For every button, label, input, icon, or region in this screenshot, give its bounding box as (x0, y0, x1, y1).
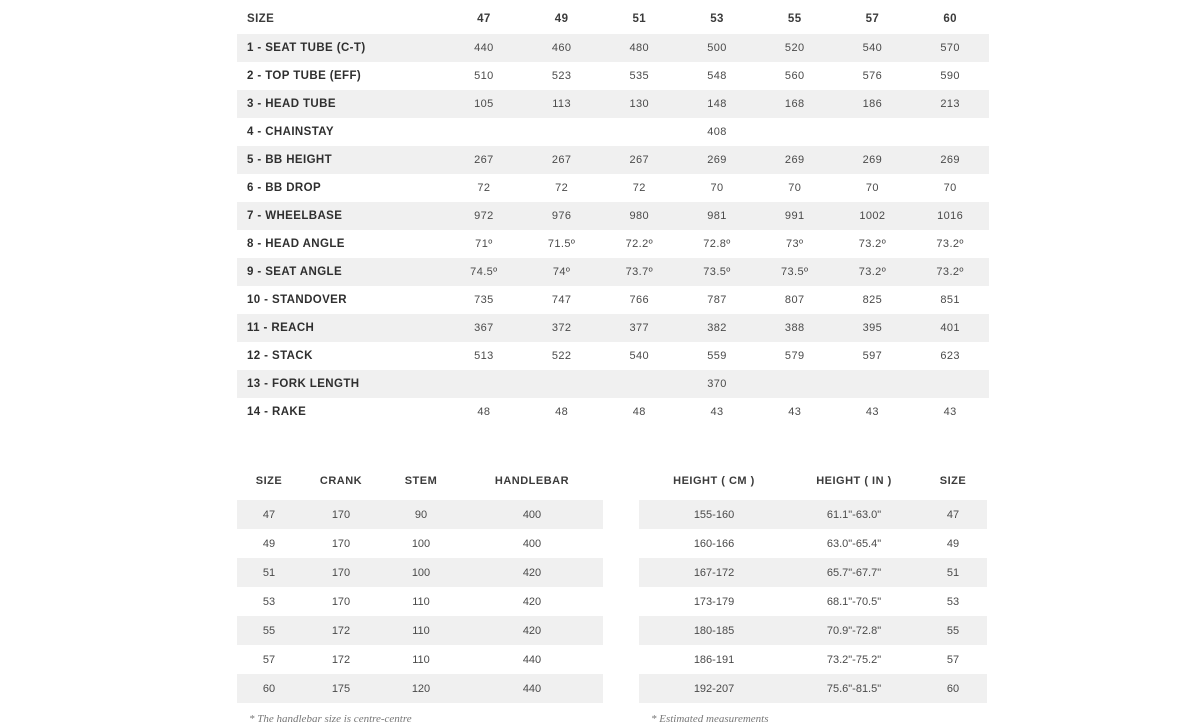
cell-value (445, 118, 523, 146)
row-label: 11 - REACH (237, 314, 445, 342)
table-row (237, 314, 989, 342)
cell-value: 267 (523, 146, 601, 174)
cell-value: 74º (523, 258, 601, 286)
cell-value: 68.1"-70.5" (789, 587, 919, 616)
table-row (639, 558, 987, 587)
cell-value: 49 (919, 529, 987, 558)
size-table (639, 462, 987, 703)
cell-value: 43 (911, 398, 989, 426)
cell-value: 72 (445, 174, 523, 202)
row-label: 6 - BB DROP (237, 174, 445, 202)
table-row (237, 90, 989, 118)
size-header-size: SIZE (939, 475, 967, 487)
fit-table-footnote: * The handlebar size is centre-centre (249, 713, 412, 725)
geo-header-51: 51 (632, 13, 647, 25)
cell-value: 269 (834, 146, 912, 174)
row-label: 12 - STACK (237, 342, 445, 370)
cell-value: 172 (301, 645, 381, 674)
table-row (237, 118, 989, 146)
cell-value (911, 370, 989, 398)
cell-value (834, 370, 912, 398)
cell-value (523, 370, 601, 398)
cell-value: 90 (381, 500, 461, 529)
table-row (237, 398, 989, 426)
cell-value: 382 (678, 314, 756, 342)
geometry-table-body (237, 34, 989, 426)
cell-value: 73.5º (678, 258, 756, 286)
cell-value: 523 (523, 62, 601, 90)
cell-value: 60 (919, 674, 987, 703)
cell-value: 72 (600, 174, 678, 202)
row-label: 5 - BB HEIGHT (237, 146, 445, 174)
cell-value (756, 370, 834, 398)
cell-value: 73.7º (600, 258, 678, 286)
cell-value: 597 (834, 342, 912, 370)
cell-value: 70 (678, 174, 756, 202)
cell-value: 170 (301, 500, 381, 529)
cell-value: 735 (445, 286, 523, 314)
size-table-container (639, 462, 987, 725)
cell-value: 72.2º (600, 230, 678, 258)
cell-value: 148 (678, 90, 756, 118)
fit-header-handlebar: HANDLEBAR (494, 475, 570, 487)
geo-header-55: 55 (787, 13, 802, 25)
row-label: 7 - WHEELBASE (237, 202, 445, 230)
cell-value (445, 370, 523, 398)
geo-header-47: 47 (477, 13, 491, 25)
cell-value: 100 (381, 558, 461, 587)
cell-value: 377 (600, 314, 678, 342)
table-row (237, 645, 603, 674)
size-table-head (639, 462, 987, 500)
cell-value: 48 (600, 398, 678, 426)
cell-value: 63.0"-65.4" (789, 529, 919, 558)
cell-value: 48 (445, 398, 523, 426)
cell-value: 105 (445, 90, 523, 118)
cell-value: 576 (834, 62, 912, 90)
cell-value: 420 (461, 616, 603, 645)
cell-value: 72.8º (678, 230, 756, 258)
row-label: 1 - SEAT TUBE (C-T) (237, 34, 445, 62)
cell-value: 540 (834, 34, 912, 62)
table-row (237, 258, 989, 286)
cell-value: 408 (678, 118, 756, 146)
cell-value: 57 (237, 645, 301, 674)
cell-value (756, 118, 834, 146)
row-label: 14 - RAKE (237, 398, 445, 426)
cell-value: 55 (237, 616, 301, 645)
cell-value: 787 (678, 286, 756, 314)
cell-value: 130 (600, 90, 678, 118)
table-row (237, 342, 989, 370)
table-row (237, 616, 603, 645)
fit-header-stem: STEM (404, 475, 438, 487)
cell-value: 623 (911, 342, 989, 370)
cell-value: 579 (756, 342, 834, 370)
cell-value: 110 (381, 616, 461, 645)
table-row (237, 370, 989, 398)
cell-value: 401 (911, 314, 989, 342)
table-row (237, 34, 989, 62)
table-row (639, 500, 987, 529)
geometry-table-container (237, 4, 989, 426)
cell-value: 72 (523, 174, 601, 202)
cell-value (834, 118, 912, 146)
size-table-body (639, 500, 987, 703)
cell-value: 100 (381, 529, 461, 558)
cell-value: 766 (600, 286, 678, 314)
row-label: 10 - STANDOVER (237, 286, 445, 314)
cell-value: 267 (600, 146, 678, 174)
cell-value: 155-160 (639, 500, 789, 529)
cell-value: 981 (678, 202, 756, 230)
cell-value: 460 (523, 34, 601, 62)
cell-value: 400 (461, 500, 603, 529)
cell-value: 269 (911, 146, 989, 174)
table-header-row (237, 4, 989, 34)
cell-value: 73.2"-75.2" (789, 645, 919, 674)
cell-value: 480 (600, 34, 678, 62)
table-row (237, 174, 989, 202)
table-row (237, 558, 603, 587)
cell-value: 535 (600, 62, 678, 90)
cell-value: 560 (756, 62, 834, 90)
cell-value: 73.2º (834, 258, 912, 286)
cell-value: 991 (756, 202, 834, 230)
cell-value: 65.7"-67.7" (789, 558, 919, 587)
cell-value: 170 (301, 529, 381, 558)
cell-value: 540 (600, 342, 678, 370)
cell-value: 1002 (834, 202, 912, 230)
cell-value: 976 (523, 202, 601, 230)
cell-value: 55 (919, 616, 987, 645)
geometry-table (237, 4, 989, 426)
cell-value: 400 (461, 529, 603, 558)
cell-value: 180-185 (639, 616, 789, 645)
cell-value: 590 (911, 62, 989, 90)
cell-value: 513 (445, 342, 523, 370)
cell-value: 110 (381, 587, 461, 616)
cell-value: 73.2º (911, 230, 989, 258)
cell-value: 113 (523, 90, 601, 118)
cell-value: 167-172 (639, 558, 789, 587)
cell-value: 807 (756, 286, 834, 314)
fit-header-size: SIZE (255, 475, 283, 487)
cell-value: 500 (678, 34, 756, 62)
table-row (237, 286, 989, 314)
cell-value: 420 (461, 558, 603, 587)
geo-header-57: 57 (865, 13, 880, 25)
cell-value: 851 (911, 286, 989, 314)
cell-value: 172 (301, 616, 381, 645)
cell-value: 160-166 (639, 529, 789, 558)
cell-value: 73.5º (756, 258, 834, 286)
cell-value: 53 (237, 587, 301, 616)
cell-value: 47 (919, 500, 987, 529)
cell-value: 73.2º (834, 230, 912, 258)
cell-value: 510 (445, 62, 523, 90)
cell-value: 269 (678, 146, 756, 174)
cell-value: 70 (756, 174, 834, 202)
cell-value: 168 (756, 90, 834, 118)
cell-value: 70 (911, 174, 989, 202)
cell-value: 370 (678, 370, 756, 398)
cell-value: 186 (834, 90, 912, 118)
table-row (639, 674, 987, 703)
row-label: 2 - TOP TUBE (EFF) (237, 62, 445, 90)
table-row (237, 587, 603, 616)
row-label: 8 - HEAD ANGLE (237, 230, 445, 258)
table-header-row (639, 462, 987, 500)
cell-value: 120 (381, 674, 461, 703)
cell-value: 75.6"-81.5" (789, 674, 919, 703)
cell-value: 48 (523, 398, 601, 426)
cell-value: 61.1"-63.0" (789, 500, 919, 529)
cell-value: 269 (756, 146, 834, 174)
cell-value: 367 (445, 314, 523, 342)
geo-header-size: SIZE (247, 13, 275, 25)
table-row (237, 146, 989, 174)
cell-value: 213 (911, 90, 989, 118)
cell-value: 548 (678, 62, 756, 90)
row-label: 9 - SEAT ANGLE (237, 258, 445, 286)
cell-value: 395 (834, 314, 912, 342)
cell-value: 47 (237, 500, 301, 529)
geo-header-53: 53 (710, 13, 724, 25)
cell-value: 73.2º (911, 258, 989, 286)
cell-value: 74.5º (445, 258, 523, 286)
table-row (639, 587, 987, 616)
cell-value: 825 (834, 286, 912, 314)
size-header-height-in: HEIGHT ( IN ) (816, 475, 892, 487)
fit-table-head (237, 462, 603, 500)
cell-value: 570 (911, 34, 989, 62)
cell-value: 51 (919, 558, 987, 587)
cell-value: 440 (461, 645, 603, 674)
geometry-table-head (237, 4, 989, 34)
table-row (237, 62, 989, 90)
fit-table (237, 462, 603, 703)
cell-value: 49 (237, 529, 301, 558)
cell-value: 73º (756, 230, 834, 258)
table-row (639, 616, 987, 645)
cell-value (600, 118, 678, 146)
cell-value (600, 370, 678, 398)
cell-value: 70 (834, 174, 912, 202)
cell-value: 110 (381, 645, 461, 674)
cell-value: 972 (445, 202, 523, 230)
row-label: 13 - FORK LENGTH (237, 370, 445, 398)
cell-value: 980 (600, 202, 678, 230)
fit-table-container (237, 462, 603, 725)
fit-header-crank: CRANK (319, 475, 363, 487)
cell-value: 522 (523, 342, 601, 370)
table-header-row (237, 462, 603, 500)
cell-value: 175 (301, 674, 381, 703)
cell-value: 170 (301, 587, 381, 616)
geo-header-60: 60 (943, 13, 957, 25)
cell-value: 57 (919, 645, 987, 674)
cell-value: 372 (523, 314, 601, 342)
cell-value: 43 (756, 398, 834, 426)
cell-value: 71º (445, 230, 523, 258)
cell-value: 60 (237, 674, 301, 703)
cell-value: 51 (237, 558, 301, 587)
table-row (237, 674, 603, 703)
cell-value: 440 (461, 674, 603, 703)
cell-value: 520 (756, 34, 834, 62)
cell-value (911, 118, 989, 146)
cell-value: 53 (919, 587, 987, 616)
cell-value: 43 (834, 398, 912, 426)
table-row (639, 645, 987, 674)
table-row (237, 529, 603, 558)
table-row (639, 529, 987, 558)
row-label: 4 - CHAINSTAY (237, 118, 445, 146)
geo-header-49: 49 (554, 13, 569, 25)
cell-value: 43 (678, 398, 756, 426)
fit-table-body (237, 500, 603, 703)
cell-value: 71.5º (523, 230, 601, 258)
cell-value: 559 (678, 342, 756, 370)
cell-value: 170 (301, 558, 381, 587)
cell-value: 420 (461, 587, 603, 616)
size-header-height-cm: HEIGHT ( CM ) (673, 475, 755, 487)
table-row (237, 202, 989, 230)
row-label: 3 - HEAD TUBE (237, 90, 445, 118)
cell-value: 1016 (911, 202, 989, 230)
cell-value: 747 (523, 286, 601, 314)
table-row (237, 500, 603, 529)
cell-value: 440 (445, 34, 523, 62)
cell-value (523, 118, 601, 146)
cell-value: 192-207 (639, 674, 789, 703)
cell-value: 173-179 (639, 587, 789, 616)
cell-value: 186-191 (639, 645, 789, 674)
cell-value: 70.9"-72.8" (789, 616, 919, 645)
table-row (237, 230, 989, 258)
size-table-footnote: * Estimated measurements (651, 713, 769, 725)
cell-value: 388 (756, 314, 834, 342)
cell-value: 267 (445, 146, 523, 174)
